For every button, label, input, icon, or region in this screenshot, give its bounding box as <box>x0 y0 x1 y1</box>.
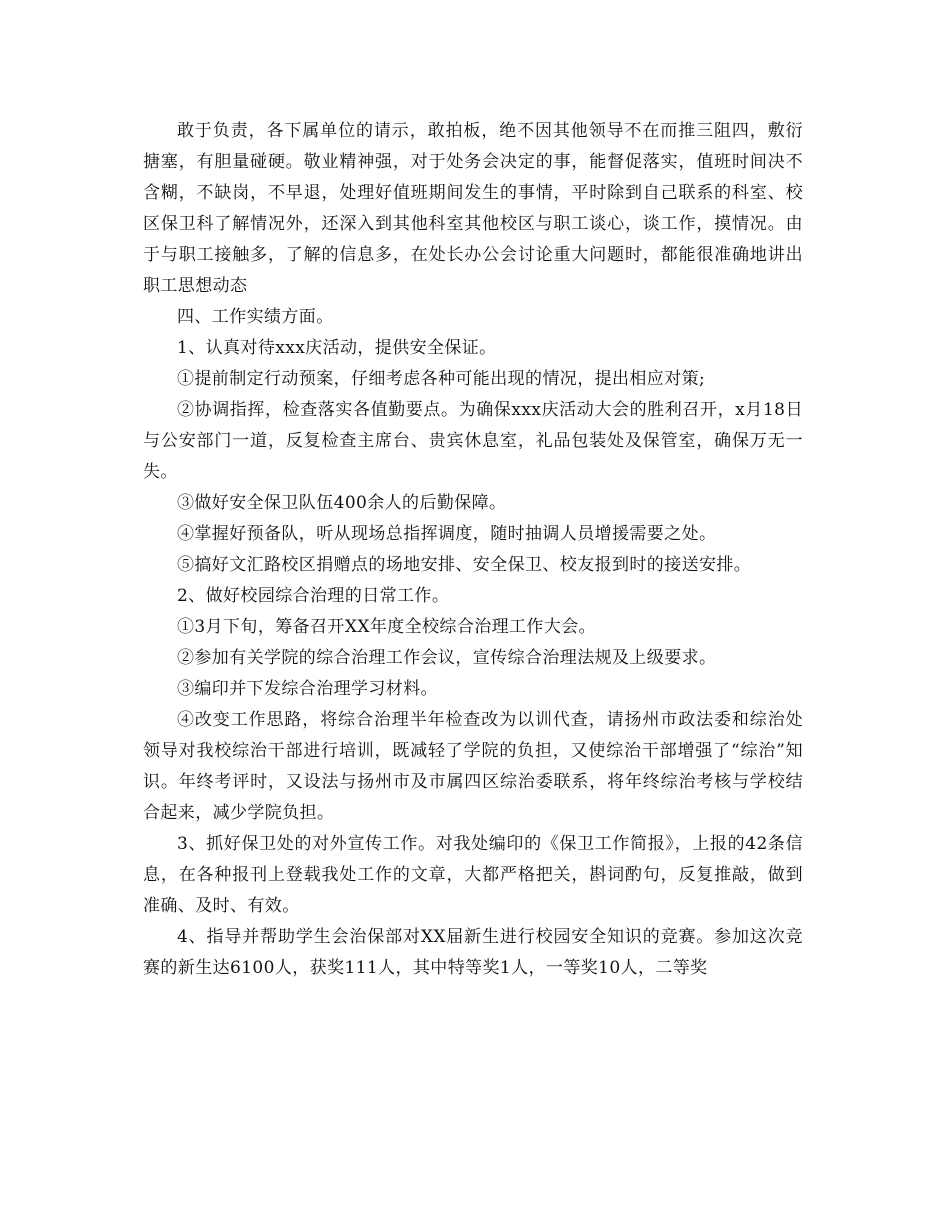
section-heading-achievements: 四、工作实绩方面。 <box>177 307 334 327</box>
item-3-paragraph: 3、抓好保卫处的对外宣传工作。对我处编印的《保卫工作简报》，上报的42条信息，在各种报刊上登载我处工作的文章，大都严格把关，斟词酌句，反复推敲，做到准确、及时、有效。 <box>143 834 803 916</box>
document-body <box>143 116 803 984</box>
item-1-heading: 1、认真对待xxx庆活动，提供安全保证。 <box>177 338 497 358</box>
item-2-sub-3: ③编印并下发综合治理学习材料。 <box>177 679 438 699</box>
item-2-sub-4: ④改变工作思路，将综合治理半年检查改为以训代查，请扬州市政法委和综治处领导对我校综治干部进行培训，既减轻了学院的负担，又使综治干部增强了“综治”知识。年终考评时，又设法与扬州市及市属四区综治委联系，将年终综治考核与学校结合起来，减少学院负担。 <box>143 710 803 823</box>
item-1-sub-4: ④掌握好预备队，听从现场总指挥调度，随时抽调人员增援需要之处。 <box>177 524 717 544</box>
paragraph-responsibility: 敢于负责，各下属单位的请示，敢拍板，绝不因其他领导不在而推三阻四，敷衍搪塞，有胆量碰硬。敬业精神强，对于处务会决定的事，能督促落实，值班时间决不含糊，不缺岗，不早退，处理好值班期间发生的事情，平时除到自己联系的科室、校区保卫科了解情况外，还深入到其他科室其他校区与职工谈心，谈工作，摸情况。由于与职工接触多，了解的信息多，在处长办公会讨论重大问题时，都能很准确地讲出职工思想动态 <box>143 121 803 296</box>
item-2-sub-1: ①3月下旬，筹备召开XX年度全校综合治理工作大会。 <box>177 617 597 637</box>
item-1-sub-1: ①提前制定行动预案，仔细考虑各种可能出现的情况，提出相应对策; <box>177 369 706 389</box>
item-2-heading: 2、做好校园综合治理的日常工作。 <box>177 586 450 606</box>
item-1-sub-2: ②协调指挥，检查落实各值勤要点。为确保xxx庆活动大会的胜利召开，x月18日与公安部门一道，反复检查主席台、贵宾休息室，礼品包装处及保管室，确保万无一失。 <box>143 400 803 482</box>
item-2-sub-2: ②参加有关学院的综合治理工作会议，宣传综合治理法规及上级要求。 <box>177 648 717 668</box>
item-4-paragraph: 4、指导并帮助学生会治保部对XX届新生进行校园安全知识的竞赛。参加这次竞赛的新生达6100人，获奖111人，其中特等奖1人，一等奖10人，二等奖 <box>143 927 803 978</box>
item-1-sub-3: ③做好安全保卫队伍400余人的后勤保障。 <box>177 493 507 513</box>
item-1-sub-5: ⑤搞好文汇路校区捐赠点的场地安排、安全保卫、校友报到时的接送安排。 <box>177 555 752 575</box>
